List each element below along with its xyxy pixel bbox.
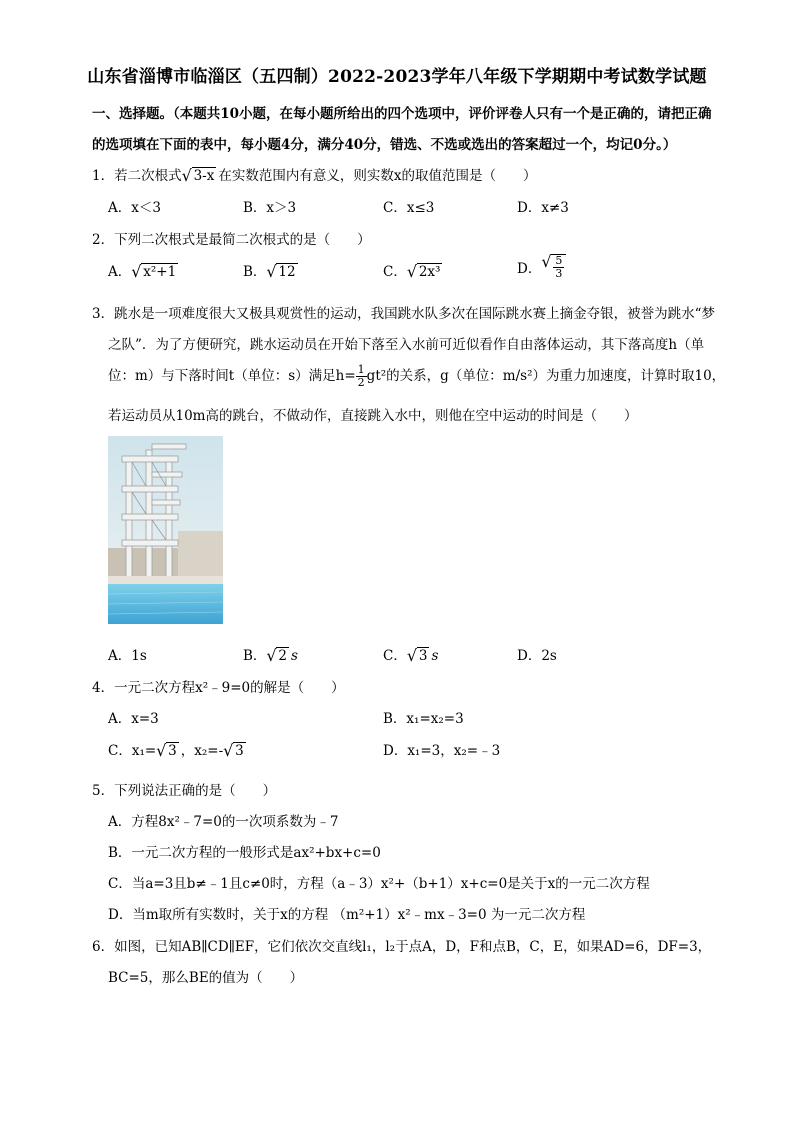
question-1-option-d: D．x≠3 — [517, 200, 569, 216]
question-3-option-d: D．2s — [517, 648, 557, 664]
sqrt-symbol — [223, 743, 246, 759]
question-1-option-a: A．x＜3 — [108, 200, 161, 216]
question-4-c-radicand-1: 3 — [168, 743, 177, 759]
question-1-pre: 1．若二次根式 — [92, 168, 182, 184]
question-1-stem — [92, 164, 536, 184]
question-4-option-c — [108, 739, 248, 759]
question-1-option-b: B．x＞3 — [243, 200, 297, 216]
diving-tower-photo — [108, 436, 223, 624]
question-4-option-d: D．x₁=3，x₂=﹣3 — [383, 743, 501, 759]
question-2-a-radicand: x²+1 — [143, 264, 177, 280]
question-3-b-radicand: 2 — [278, 648, 288, 664]
question-2-option-d — [517, 254, 568, 280]
sqrt-symbol — [131, 264, 178, 280]
question-4-option-a: A．x=3 — [108, 711, 159, 727]
sqrt-symbol — [156, 743, 179, 759]
question-2-option-b — [243, 260, 300, 280]
question-2-stem: 2．下列二次根式是最简二次根式的是（ ） — [92, 232, 371, 248]
sqrt-symbol — [541, 254, 566, 280]
question-5-stem: 5．下列说法正确的是（ ） — [92, 783, 277, 799]
option-label: B． — [243, 648, 267, 664]
question-3-line-3-post: gt²的关系，g（单位：m/s²）为重力加速度，计算时取10， — [366, 368, 726, 384]
question-4-c-radicand-2: 3 — [235, 743, 244, 759]
question-1-option-c: C．x≤3 — [383, 200, 435, 216]
question-5-option-d: D．当m取所有实数时，关于x的方程 （m²+1）x²﹣mx﹣3=0 为一元二次方程 — [108, 907, 586, 923]
option-label: C． — [383, 264, 407, 280]
fraction-denominator: 2 — [357, 376, 365, 389]
question-3-line-4: 若运动员从10m高的跳台，不做动作，直接跳入水中，则他在空中运动的时间是（ ） — [108, 408, 638, 424]
question-2-d-fraction — [553, 255, 564, 280]
question-3-line-3-pre: 位：m）与下落时间t（单位：s）满足h= — [108, 368, 356, 384]
option-c-pre: C．x₁= — [108, 743, 157, 759]
question-3-fraction — [356, 364, 367, 389]
question-2-c-radicand: 2x³ — [418, 264, 441, 280]
question-3-line-3 — [108, 364, 725, 389]
question-2-option-a — [108, 260, 180, 280]
question-1-post: 在实数范围内有意义，则实数x的取值范围是（ ） — [218, 168, 537, 184]
question-3-option-a: A．1s — [108, 648, 147, 664]
option-label: B． — [243, 264, 267, 280]
question-3-c-radicand: 3 — [418, 648, 428, 664]
option-c-mid: ，x₂=- — [180, 743, 224, 759]
question-4-option-b: B．x₁=x₂=3 — [383, 711, 464, 727]
fraction-numerator: 1 — [357, 363, 365, 376]
question-3-line-2: 之队”．为了方便研究，跳水运动员在开始下落至入水前可近似看作自由落体运动，其下落高度h（单 — [108, 337, 705, 353]
question-1-radicand: 3-x — [193, 168, 215, 184]
question-2-b-radicand: 12 — [278, 264, 296, 280]
question-3-line-1: 3．跳水是一项难度很大又极具观赏性的运动，我国跳水队多次在国际跳水赛上摘金夺银，被誉为跳水“梦 — [92, 306, 715, 322]
section-instruction-line-2: 的选项填在下面的表中，每小题4分，满分40分，错选、不选或选出的答案超过一个，均记0分。） — [92, 137, 677, 153]
option-label: A． — [108, 264, 132, 280]
question-4-stem: 4．一元二次方程x²﹣9=0的解是（ ） — [92, 680, 345, 696]
sqrt-symbol — [182, 168, 217, 184]
question-6-line-1: 6．如图，已知AB∥CD∥EF，它们依次交直线l₁，l₂于点A，D，F和点B，C，E，如果AD=6，DF=3， — [92, 939, 712, 955]
question-5-option-b: B．一元二次方程的一般形式是ax²+bx+c=0 — [108, 845, 381, 861]
option-label: D． — [517, 261, 542, 277]
section-instruction-line-1: 一、选择题。（本题共10小题，在每小题所给出的四个选项中，评价评卷人只有一个是正确的，请把正确 — [92, 106, 712, 122]
sqrt-symbol — [407, 648, 430, 664]
question-6-line-2: BC=5，那么BE的值为（ ） — [108, 970, 304, 986]
unit: s — [431, 648, 439, 664]
unit: s — [291, 648, 298, 664]
question-5-option-a: A．方程8x²﹣7=0的一次项系数为﹣7 — [108, 814, 339, 830]
fraction-numerator: √ 5 — [555, 254, 563, 267]
sqrt-symbol — [407, 264, 443, 280]
question-3-option-b — [243, 644, 298, 664]
sqrt-symbol — [266, 648, 289, 664]
page-title: 山东省淄博市临淄区（五四制）2022-2023学年八年级下学期期中考试数学试题 — [87, 67, 707, 87]
question-2-option-c — [383, 260, 444, 280]
sqrt-symbol — [266, 264, 297, 280]
question-3-option-c — [383, 644, 438, 664]
option-label: C． — [383, 648, 407, 664]
fraction-denominator: 3 — [555, 267, 563, 280]
question-5-option-c: C．当a=3且b≠﹣1且c≠0时，方程（a﹣3）x²+（b+1）x+c=0是关于x的一元二次方程 — [108, 876, 650, 892]
